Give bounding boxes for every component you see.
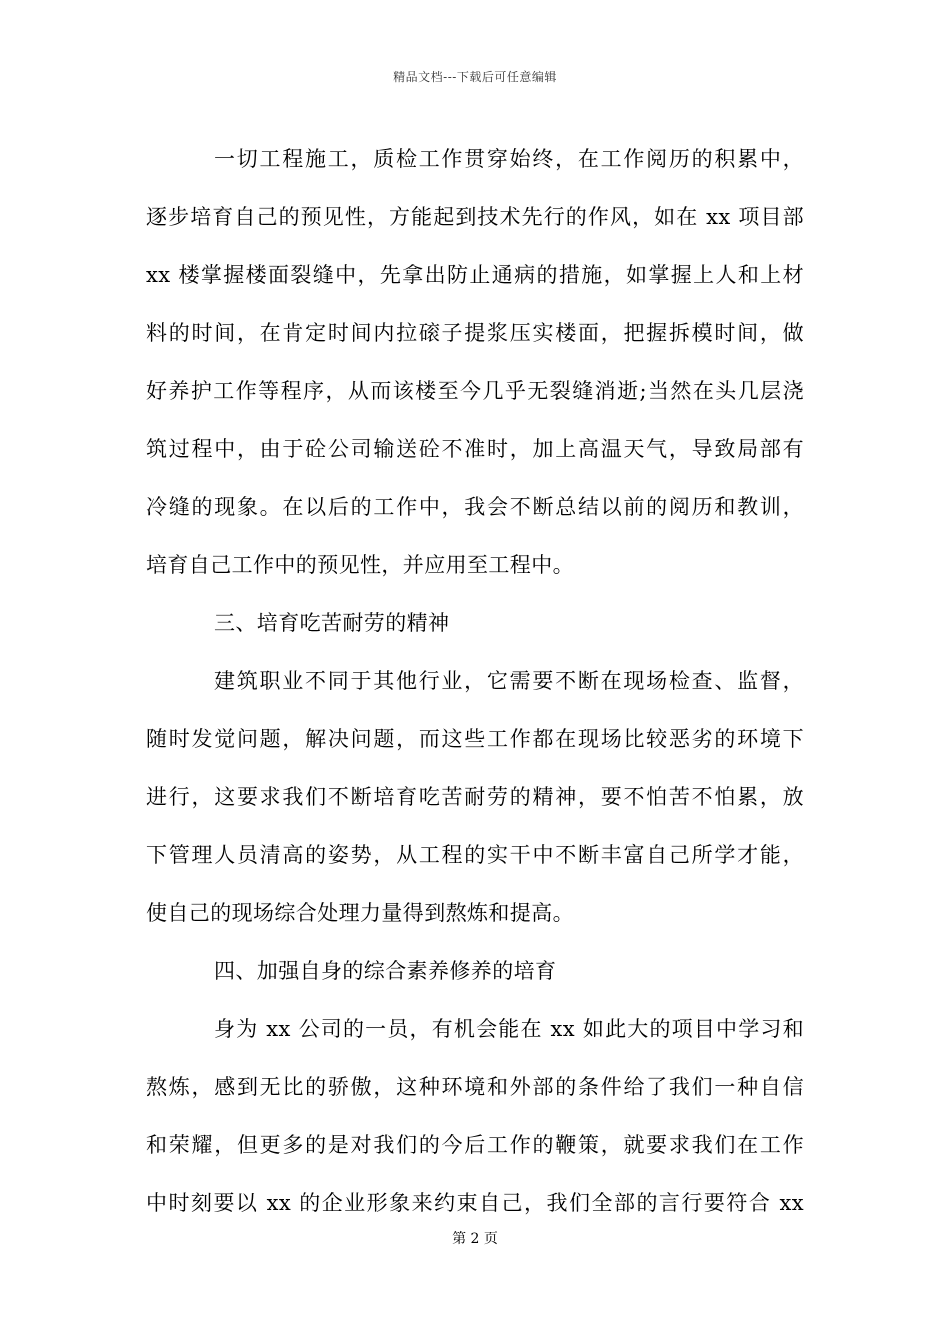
paragraph-line: 进行，这要求我们不断培育吃苦耐劳的精神，要不怕苦不怕累，放	[146, 785, 804, 809]
section-heading: 三、培育吃苦耐劳的精神	[214, 611, 450, 635]
paragraph-line: 一切工程施工，质检工作贯穿始终，在工作阅历的积累中，	[214, 147, 804, 171]
paragraph-line: xx 楼掌握楼面裂缝中，先拿出防止通病的措施，如掌握上人和上材	[146, 263, 804, 287]
paragraph-line: 中时刻要以 xx 的企业形象来约束自己，我们全部的言行要符合 xx	[146, 1191, 804, 1215]
paragraph-line: 随时发觉问题，解决问题，而这些工作都在现场比较恶劣的环境下	[146, 727, 804, 751]
paragraph-line: 身为 xx 公司的一员，有机会能在 xx 如此大的项目中学习和	[214, 1017, 804, 1041]
paragraph-line: 料的时间，在肯定时间内拉磙子提浆压实楼面，把握拆模时间，做	[146, 321, 804, 345]
paragraph-line: 冷缝的现象。在以后的工作中，我会不断总结以前的阅历和教训，	[146, 495, 804, 519]
paragraph-line: 使自己的现场综合处理力量得到熬炼和提高。	[146, 901, 574, 925]
document-body	[146, 130, 804, 1232]
paragraph-line: 逐步培育自己的预见性，方能起到技术先行的作风，如在 xx 项目部	[146, 205, 804, 229]
paragraph-line: 培育自己工作中的预见性，并应用至工程中。	[146, 553, 574, 577]
paragraph-line: 下管理人员清高的姿势，从工程的实干中不断丰富自己所学才能，	[146, 843, 804, 867]
paragraph-line: 好养护工作等程序，从而该楼至今几乎无裂缝消逝;当然在头几层浇	[146, 379, 804, 403]
paragraph-line: 和荣耀，但更多的是对我们的今后工作的鞭策，就要求我们在工作	[146, 1133, 804, 1157]
paragraph-line: 熬炼，感到无比的骄傲，这种环境和外部的条件给了我们一种自信	[146, 1075, 804, 1099]
section-heading: 四、加强自身的综合素养修养的培育	[214, 959, 557, 983]
paragraph-line: 建筑职业不同于其他行业，它需要不断在现场检查、监督，	[214, 669, 804, 693]
page-number: 第 2 页	[452, 1231, 498, 1247]
page-header: 精品文档---下载后可任意编辑	[393, 70, 557, 84]
paragraph-line: 筑过程中，由于砼公司输送砼不准时，加上高温天气，导致局部有	[146, 437, 804, 461]
